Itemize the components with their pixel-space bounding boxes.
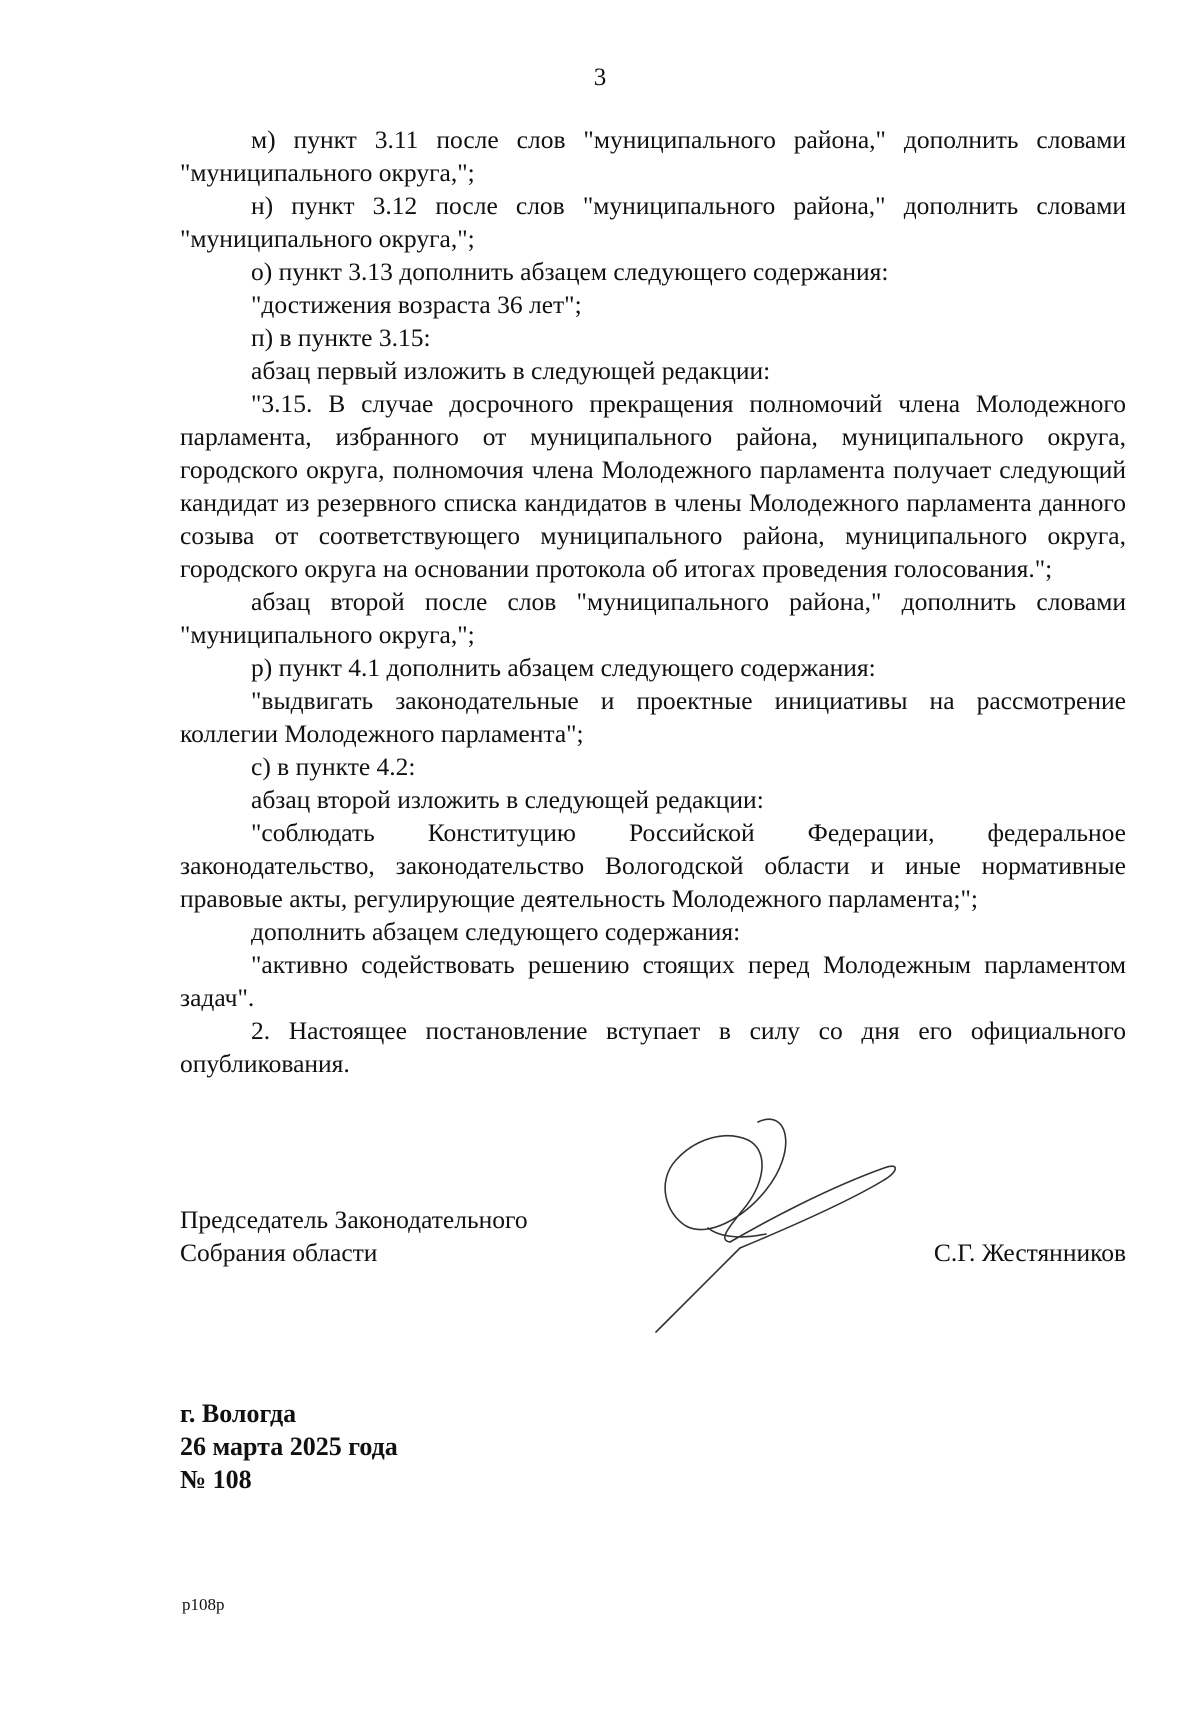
footer-code: p108p [182,1595,225,1614]
place: г. Вологда [180,1399,297,1428]
paragraph-3-15: "3.15. В случае досрочного прекращения полномочий члена Молодежного парламента, избранного от муниципального района, муниципального округа, городского округа, полномочия члена Молодежного парламента получает следующий кандидат из резервного списка кандидатов в члены Молодежного парламента данного созыва от соответствующего муниципального района, муниципального округа, городского округа на основании протокола об итогах проведения голосования."; [180,389,1126,583]
paragraph-s-add-content: "активно содействовать решению стоящих перед Молодежным парламентом задач". [180,950,1126,1012]
paragraph-p: п) в пункте 3.15: [251,323,431,352]
paragraph-s: с) в пункте 4.2: [251,752,416,781]
paragraph-m: м) пункт 3.11 после слов "муниципального района," дополнить словами "муниципального округа,"; [180,125,1126,187]
signatory-position [180,1203,528,1269]
page-number: 3 [593,64,607,91]
paragraph-s-second-content: "соблюдать Конституцию Российской Федерации, федеральное законодательство, законодательство Вологодской области и иные нормативные правовые акты, регулирующие деятельность Молодежного парламента;"; [180,818,1126,913]
paragraph-s-add: дополнить абзацем следующего содержания: [251,917,741,946]
document-date: 26 марта 2025 года [180,1432,398,1461]
paragraph-s-second: абзац второй изложить в следующей редакции: [251,785,764,814]
paragraph-p-second: абзац второй после слов "муниципального района," дополнить словами "муниципального округа,"; [180,587,1126,649]
place-date-block [180,1397,398,1496]
paragraph-n: н) пункт 3.12 после слов "муниципального района," дополнить словами "муниципального округа,"; [180,191,1126,253]
signatory-name: С.Г. Жестянников [933,1238,1126,1267]
paragraph-o-content: "достижения возраста 36 лет"; [251,290,582,319]
signatory-position-line2: Собрания области [180,1238,378,1267]
paragraph-r-content: "выдвигать законодательные и проектные инициативы на рассмотрение коллегии Молодежного парламента"; [180,686,1126,748]
signatory-position-line1: Председатель Законодательного [180,1205,528,1234]
paragraph-p-first: абзац первый изложить в следующей редакции: [251,356,771,385]
handwritten-signature [648,1110,928,1335]
paragraph-o: о) пункт 3.13 дополнить абзацем следующего содержания: [251,257,889,286]
document-number: № 108 [180,1465,252,1494]
paragraph-r: р) пункт 4.1 дополнить абзацем следующего содержания: [251,653,876,682]
paragraph-2: 2. Настоящее постановление вступает в силу со дня его официального опубликования. [180,1016,1126,1078]
document-body [180,123,1126,1080]
